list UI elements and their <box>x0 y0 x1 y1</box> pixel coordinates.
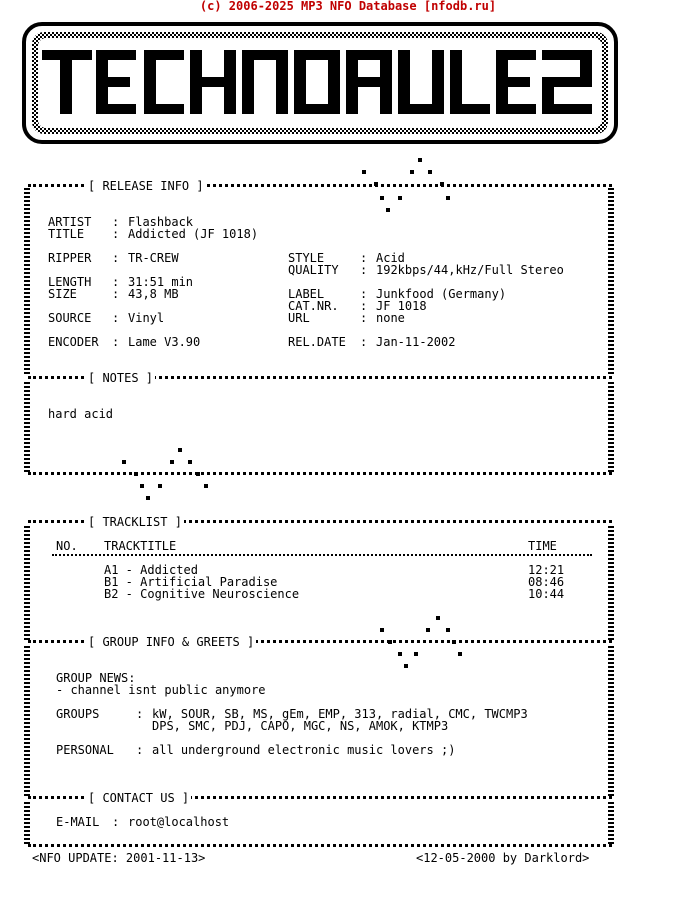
frame-right <box>608 644 614 796</box>
quality-value: 192kbps/44,kHz/Full Stereo <box>376 263 564 277</box>
frame-left <box>24 380 30 472</box>
email-label: E-MAIL <box>56 815 100 829</box>
colon: : <box>112 251 120 265</box>
tracklist-header: [ TRACKLIST ] <box>88 515 182 529</box>
colon: : <box>360 299 368 313</box>
track-title: A1 - Addicted <box>104 563 198 577</box>
groups-line-1: kW, SOUR, SB, MS, gEm, EMP, 313, radial, CMC, TWCMP3 <box>152 707 528 721</box>
colon: : <box>112 815 120 829</box>
col-no: NO. <box>56 539 78 553</box>
copyright-text: (c) 2006-2025 MP3 NFO Database [nfodb.ru] <box>199 0 497 13</box>
url-label: URL <box>288 311 310 325</box>
group-news-text: - channel isnt public anymore <box>56 683 266 697</box>
frame-right <box>608 380 614 472</box>
frame-left <box>24 800 30 844</box>
personal-label: PERSONAL <box>56 743 114 757</box>
ripper-label: RIPPER <box>48 251 92 265</box>
colon: : <box>360 311 368 325</box>
footer-right: <12-05-2000 by Darklord> <box>416 851 590 865</box>
colon: : <box>112 275 120 289</box>
colon: : <box>112 335 120 349</box>
frame-right <box>608 800 614 844</box>
colon: : <box>360 263 368 277</box>
size-label: SIZE <box>48 287 77 301</box>
length-label: LENGTH <box>48 275 92 289</box>
group-news-label: GROUP NEWS: <box>56 671 136 685</box>
catnr-value: JF 1018 <box>376 299 427 313</box>
colon: : <box>112 311 120 325</box>
notes-text: hard acid <box>48 407 114 421</box>
colon: : <box>360 287 368 301</box>
group-header: [ GROUP INFO & GREETS ] <box>88 635 255 649</box>
colon: : <box>136 743 144 757</box>
style-label: STYLE <box>288 251 325 265</box>
frame-left <box>24 186 30 374</box>
section-divider <box>28 472 612 475</box>
source-label: SOURCE <box>48 311 92 325</box>
groups-label: GROUPS <box>56 707 100 721</box>
header-divider <box>52 554 592 556</box>
track-time: 12:21 <box>528 563 565 577</box>
encoder-label: ENCODER <box>48 335 99 349</box>
length-value: 31:51 min <box>128 275 194 289</box>
section-divider <box>28 844 612 847</box>
colon: : <box>112 287 120 301</box>
colon: : <box>112 227 120 241</box>
release-info-header: [ RELEASE INFO ] <box>88 179 204 193</box>
frame-right <box>608 524 614 640</box>
encoder-value: Lame V3.90 <box>128 335 201 349</box>
col-time: TIME <box>528 539 557 553</box>
track-time: 10:44 <box>528 587 565 601</box>
contact-header: [ CONTACT US ] <box>88 791 190 805</box>
personal-text: all underground electronic music lovers ;) <box>152 743 456 757</box>
colon: : <box>112 215 120 229</box>
colon: : <box>360 335 368 349</box>
source-value: Vinyl <box>128 311 165 325</box>
reldate-value: Jan-11-2002 <box>376 335 456 349</box>
label-label: LABEL <box>288 287 325 301</box>
colon: : <box>360 251 368 265</box>
notes-header: [ NOTES ] <box>88 371 154 385</box>
reldate-label: REL.DATE <box>288 335 346 349</box>
label-value: Junkfood (Germany) <box>376 287 507 301</box>
title-label: TITLE <box>48 227 85 241</box>
track-time: 08:46 <box>528 575 565 589</box>
ripper-value: TR-CREW <box>128 251 179 265</box>
track-title: B1 - Artificial Paradise <box>104 575 278 589</box>
track-title: B2 - Cognitive Neuroscience <box>104 587 300 601</box>
artist-value: Flashback <box>128 215 194 229</box>
colon: : <box>136 707 144 721</box>
quality-label: QUALITY <box>288 263 339 277</box>
frame-left <box>24 524 30 640</box>
url-value: none <box>376 311 405 325</box>
artist-label: ARTIST <box>48 215 92 229</box>
frame-left <box>24 644 30 796</box>
size-value: 43,8 MB <box>128 287 179 301</box>
frame-right <box>608 186 614 374</box>
title-value: Addicted (JF 1018) <box>128 227 259 241</box>
style-value: Acid <box>376 251 405 265</box>
col-title: TRACKTITLE <box>104 539 177 553</box>
technorulez-logo <box>22 22 618 144</box>
catnr-label: CAT.NR. <box>288 299 339 313</box>
groups-line-2: DPS, SMC, PDJ, CAPO, MGC, NS, AMOK, KTMP3 <box>152 719 449 733</box>
email-value: root@localhost <box>128 815 230 829</box>
footer-left: <NFO UPDATE: 2001-11-13> <box>32 851 206 865</box>
